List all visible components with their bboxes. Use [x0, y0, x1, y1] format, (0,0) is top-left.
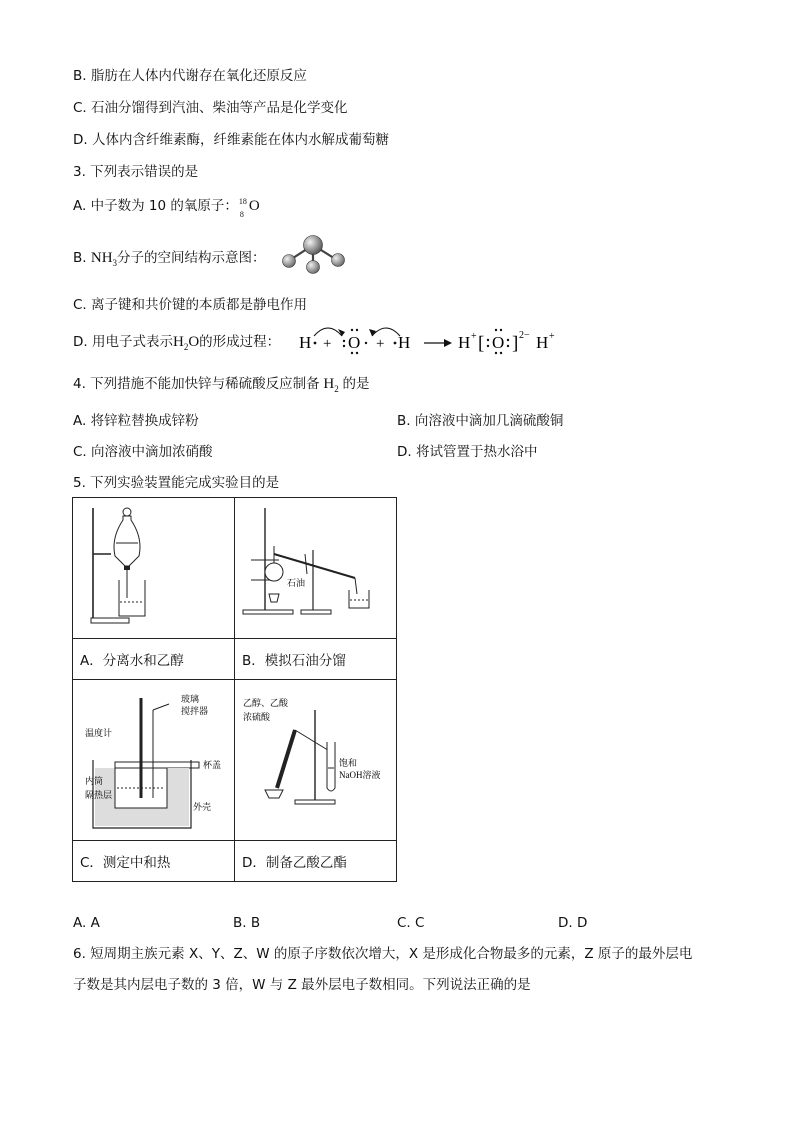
apparatus-b-cell [235, 498, 397, 639]
label-petroleum: 石油 [287, 578, 306, 588]
q3-option-b [73, 249, 266, 272]
q3-option-d-label: D. 用电子式表示 [73, 334, 173, 350]
q5-answer-b: B. B [233, 915, 261, 931]
mass-number: 18 [238, 197, 247, 206]
svg-text:[: [ [478, 333, 485, 354]
q3-option-a [73, 197, 260, 219]
h2-formula: $H_2$ [319, 376, 339, 394]
q3-option-c: C. 离子键和共价键的本质都是静电作用 [73, 297, 308, 313]
apparatus-table [72, 497, 397, 882]
q4-stem-end: 的是 [342, 376, 370, 392]
q3-option-d [73, 333, 280, 356]
svg-text:H: H [458, 333, 471, 352]
nh3-formula: $NH_3$ [90, 250, 118, 268]
atomic-number: 8 [239, 210, 244, 219]
label-sulfuric-acid: 浓硫酸 [243, 712, 271, 722]
nh3-ball-model-image [280, 234, 350, 276]
label-insulation: 隔热层 [85, 790, 113, 800]
svg-text:H: H [536, 333, 549, 352]
q4-stem [73, 375, 370, 398]
label-shell: 外壳 [193, 802, 212, 812]
svg-text:+: + [549, 331, 555, 342]
q3-option-d-text: 的形成过程： [199, 334, 281, 350]
q5-stem: 5. 下列实验装置能完成实验目的是 [73, 475, 280, 491]
ester-preparation-image [235, 680, 389, 836]
q4-option-d: D. 将试管置于热水浴中 [397, 444, 538, 460]
calorimeter-image [73, 680, 227, 836]
oxygen-isotope-symbol [238, 197, 248, 219]
label-naoh-solution: NaOH溶液 [339, 770, 381, 780]
svg-text:H: H [299, 333, 312, 352]
svg-text:]: ] [512, 333, 519, 354]
q2-option-b: B. 脂肪在人体内代谢存在氧化还原反应 [73, 68, 307, 84]
q5-answer-d: D. D [558, 915, 588, 931]
svg-text:O: O [492, 333, 505, 352]
q4-option-a: A. 将锌粒替换成锌粉 [73, 413, 199, 429]
h2o-formula: $H_2O$ [172, 334, 200, 352]
caption-a: A．分离水和乙醇 [73, 639, 235, 680]
label-lid: 杯盖 [203, 760, 222, 770]
svg-text:+: + [471, 331, 477, 342]
label-thermometer: 温度计 [85, 728, 113, 738]
svg-text:+: + [376, 336, 385, 352]
electron-formula-image [296, 322, 568, 358]
q5-answer-a: A. A [73, 915, 100, 931]
caption-b: B．模拟石油分馏 [235, 639, 397, 680]
distillation-setup-image [235, 498, 389, 634]
svg-text:H: H [398, 333, 411, 352]
q2-option-d: D. 人体内含纤维素酶，纤维素能在体内水解成葡萄糖 [73, 132, 389, 148]
element-symbol: O [248, 198, 260, 214]
label-inner-cup: 内筒 [85, 776, 104, 786]
q2-option-c: C. 石油分馏得到汽油、柴油等产品是化学变化 [73, 100, 348, 116]
caption-d: D．制备乙酸乙酯 [235, 841, 397, 882]
q5-answer-c: C. C [397, 915, 425, 931]
svg-text:+: + [323, 336, 332, 352]
q4-stem-text: 4. 下列措施不能加快锌与稀硫酸反应制备 [73, 376, 320, 392]
q4-option-c: C. 向溶液中滴加浓硝酸 [73, 444, 213, 460]
q3-option-b-label: B. [73, 250, 91, 266]
q3-stem: 3. 下列表示错误的是 [73, 164, 199, 180]
label-stirrer: 搅拌器 [181, 706, 209, 716]
apparatus-c-cell [73, 680, 235, 841]
apparatus-a-cell [73, 498, 235, 639]
svg-text:O: O [348, 333, 361, 352]
q3-option-b-text: 分子的空间结构示意图： [117, 250, 266, 266]
q3-option-a-text: A. 中子数为 10 的氧原子： [73, 198, 238, 214]
q6-line-2: 子数是其内层电子数的 3 倍，W 与 Z 最外层电子数相同。下列说法正确的是 [73, 977, 531, 993]
label-ethanol-acid: 乙醇、乙酸 [243, 698, 289, 708]
label-saturated: 饱和 [339, 758, 358, 768]
caption-c: C．测定中和热 [73, 841, 235, 882]
q6-line-1: 6. 短周期主族元素 X、Y、Z、W 的原子序数依次增大，X 是形成化合物最多的元素，Z 原子的最外层电 [73, 946, 693, 962]
svg-text:2−: 2− [519, 330, 530, 341]
q4-option-b: B. 向溶液中滴加几滴硫酸铜 [397, 413, 564, 429]
apparatus-d-cell [235, 680, 397, 841]
label-glass: 玻璃 [181, 694, 200, 704]
separatory-funnel-image [73, 498, 227, 634]
